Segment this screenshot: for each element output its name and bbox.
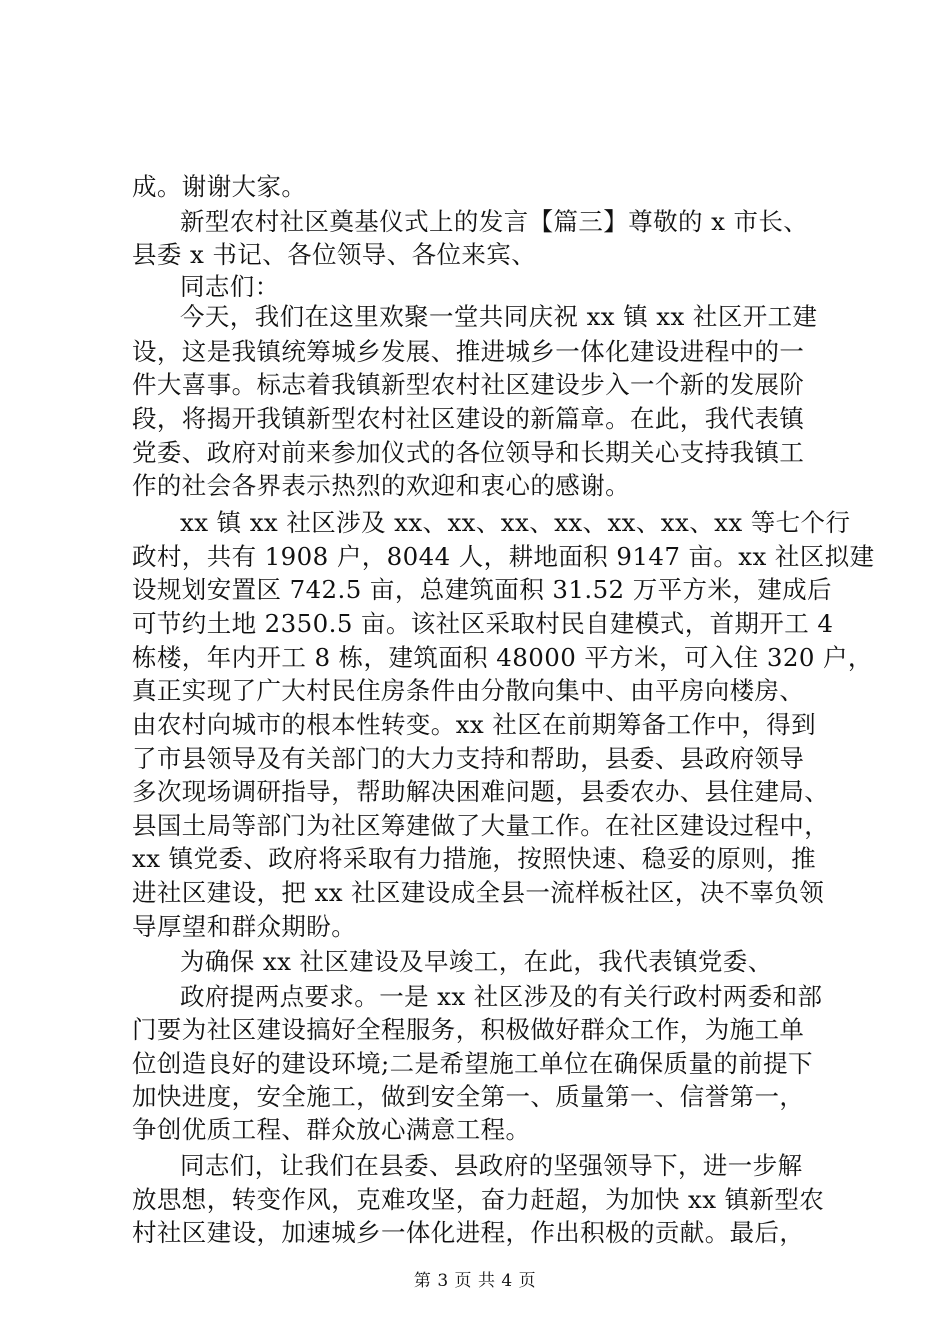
text-line: 可节约土地 2350.5 亩。该社区采取村民自建模式，首期开工 4 [132,609,834,638]
text-line: 导厚望和群众期盼。 [132,912,357,941]
text-line: 政村，共有 1908 户，8044 人，耕地面积 9147 亩。xx 社区拟建 [132,542,875,571]
text-line: 进社区建设，把 xx 社区建设成全县一流样板社区，决不辜负领 [132,878,825,907]
text-line: 作的社会各界表示热烈的欢迎和衷心的感谢。 [132,471,630,500]
text-line: 了市县领导及有关部门的大力支持和帮助，县委、县政府领导 [132,744,805,773]
text-line: 为确保 xx 社区建设及早竣工，在此，我代表镇党委、 [180,947,773,976]
text-line: 政府提两点要求。一是 xx 社区涉及的有关行政村两委和部 [180,982,823,1011]
text-line: 县委 x 书记、各位领导、各位来宾、 [132,240,537,269]
text-line: xx 镇 xx 社区涉及 xx、xx、xx、xx、xx、xx、xx 等七个行 [180,508,851,537]
text-line: 真正实现了广大村民住房条件由分散向集中、由平房向楼房、 [132,676,805,705]
text-line: 门要为社区建设搞好全程服务，积极做好群众工作，为施工单 [132,1015,805,1044]
text-line: 段，将揭开我镇新型农村社区建设的新篇章。在此，我代表镇 [132,404,805,433]
text-line: 党委、政府对前来参加仪式的各位领导和长期关心支持我镇工 [132,438,805,467]
text-line: 位创造良好的建设环境;二是希望施工单位在确保质量的前提下 [132,1049,813,1078]
text-line: 新型农村社区奠基仪式上的发言【篇三】尊敬的 x 市长、 [180,207,809,236]
text-line: 放思想，转变作风，克难攻坚，奋力赶超，为加快 xx 镇新型农 [132,1185,825,1214]
text-line: 村社区建设，加速城乡一体化进程，作出积极的贡献。最后， [132,1218,805,1247]
text-line: xx 镇党委、政府将采取有力措施，按照快速、稳妥的原则，推 [132,844,817,873]
text-line: 争创优质工程、群众放心满意工程。 [132,1115,531,1144]
text-line: 县国土局等部门为社区筹建做了大量工作。在社区建设过程中， [132,811,830,840]
text-line: 由农村向城市的根本性转变。xx 社区在前期筹备工作中，得到 [132,710,817,739]
text-line: 件大喜事。标志着我镇新型农村社区建设步入一个新的发展阶 [132,370,805,399]
text-line: 设规划安置区 742.5 亩，总建筑面积 31.52 万平方米，建成后 [132,575,832,604]
text-line: 栋楼，年内开工 8 栋，建筑面积 48000 平方米，可入住 320 户， [132,643,873,672]
text-line: 同志们，让我们在县委、县政府的坚强领导下，进一步解 [180,1151,803,1180]
text-line: 设，这是我镇统筹城乡发展、推进城乡一体化建设进程中的一 [132,337,805,366]
text-line: 同志们： [180,272,280,301]
text-line: 今天，我们在这里欢聚一堂共同庆祝 xx 镇 xx 社区开工建 [180,302,818,331]
text-line: 成。谢谢大家。 [132,172,307,201]
text-line: 多次现场调研指导，帮助解决困难问题，县委农办、县住建局、 [132,777,830,806]
page-number-footer: 第 3 页 共 4 页 [413,1271,537,1291]
text-line: 加快进度，安全施工，做到安全第一、质量第一、信誉第一， [132,1082,805,1111]
